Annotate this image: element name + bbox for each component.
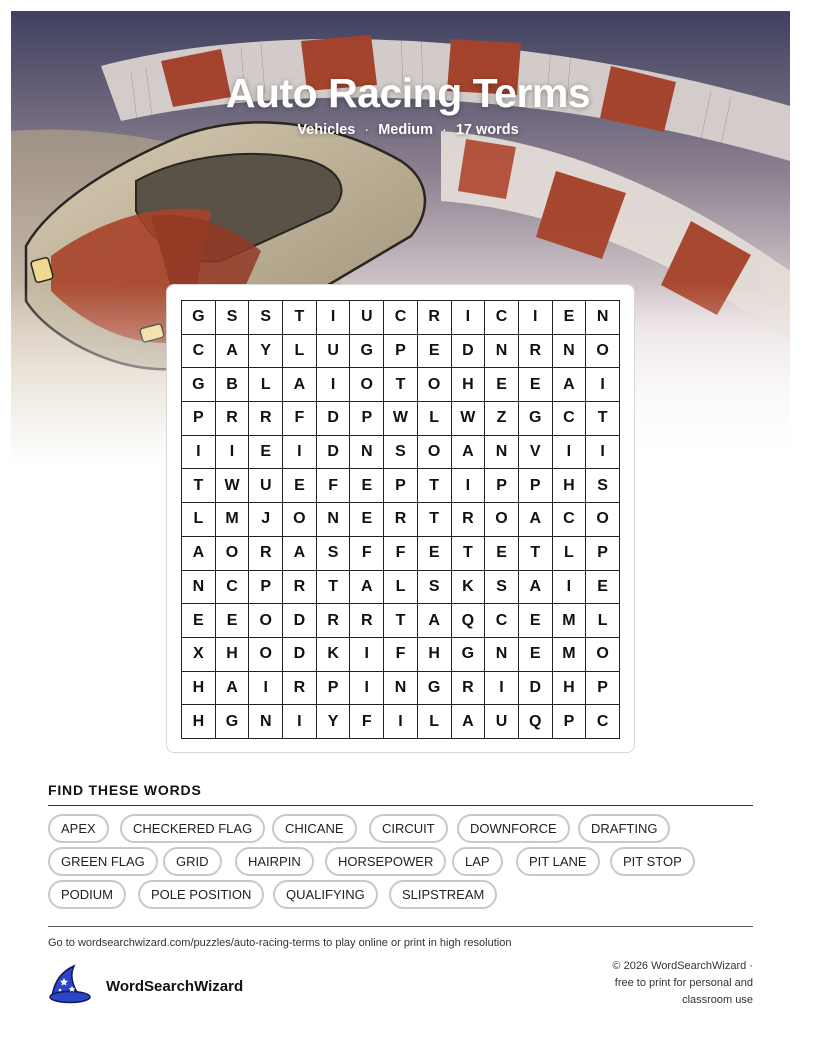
grid-cell: E [485, 537, 519, 571]
grid-cell: O [418, 368, 452, 402]
grid-cell: Q [452, 604, 486, 638]
grid-cell: O [586, 638, 620, 672]
grid-cell: P [317, 672, 351, 706]
grid-cell: K [452, 571, 486, 605]
grid-cell: I [384, 705, 418, 739]
grid-cell: L [418, 402, 452, 436]
grid-cell: P [586, 672, 620, 706]
grid-cell: T [418, 469, 452, 503]
grid-cell: E [350, 469, 384, 503]
difficulty-label: Medium [378, 122, 433, 138]
grid-cell: N [249, 705, 283, 739]
grid-cell: I [452, 469, 486, 503]
divider [48, 926, 753, 927]
grid-cell: R [317, 604, 351, 638]
grid-cell: P [182, 402, 216, 436]
grid-cell: D [452, 335, 486, 369]
grid-cell: P [249, 571, 283, 605]
puzzle-subtitle [0, 122, 816, 138]
grid-cell: R [384, 503, 418, 537]
grid-cell: S [249, 301, 283, 335]
word-chip: CHECKERED FLAG [120, 814, 265, 843]
grid-cell: R [249, 402, 283, 436]
brand[interactable] [48, 964, 243, 1009]
grid-cell: Y [317, 705, 351, 739]
word-chip: HAIRPIN [235, 847, 314, 876]
grid-cell: R [452, 672, 486, 706]
grid-cell: I [216, 436, 250, 470]
separator-dot: · [364, 122, 370, 138]
letter-grid [181, 300, 620, 739]
divider [48, 805, 753, 806]
grid-cell: T [384, 368, 418, 402]
word-chip: LAP [452, 847, 503, 876]
grid-cell: A [182, 537, 216, 571]
grid-cell: C [485, 604, 519, 638]
copyright-line: free to print for personal and [614, 977, 753, 989]
grid-cell: E [519, 604, 553, 638]
category-label: Vehicles [297, 122, 356, 138]
grid-cell: N [485, 335, 519, 369]
word-chip: CHICANE [272, 814, 357, 843]
grid-cell: D [283, 604, 317, 638]
grid-cell: E [182, 604, 216, 638]
grid-cell: E [418, 537, 452, 571]
grid-cell: L [418, 705, 452, 739]
grid-cell: P [350, 402, 384, 436]
grid-cell: A [283, 368, 317, 402]
grid-cell: H [418, 638, 452, 672]
word-chip: POLE POSITION [138, 880, 264, 909]
grid-cell: S [485, 571, 519, 605]
play-online-link[interactable]: Go to wordsearchwizard.com/puzzles/auto-racing-terms to play online or print in high resolution [48, 937, 512, 949]
grid-cell: G [350, 335, 384, 369]
brand-name: WordSearchWizard [106, 978, 244, 995]
grid-cell: P [553, 705, 587, 739]
grid-cell: D [317, 402, 351, 436]
grid-cell: R [519, 335, 553, 369]
word-chip: CIRCUIT [369, 814, 448, 843]
grid-cell: D [317, 436, 351, 470]
grid-cell: W [216, 469, 250, 503]
grid-cell: N [182, 571, 216, 605]
grid-cell: A [452, 436, 486, 470]
grid-cell: R [452, 503, 486, 537]
grid-cell: R [283, 571, 317, 605]
grid-cell: I [182, 436, 216, 470]
grid-cell: N [350, 436, 384, 470]
grid-cell: A [519, 503, 553, 537]
grid-cell: L [553, 537, 587, 571]
grid-cell: S [586, 469, 620, 503]
grid-cell: T [452, 537, 486, 571]
grid-cell: C [216, 571, 250, 605]
word-chip: DOWNFORCE [457, 814, 570, 843]
grid-cell: H [182, 672, 216, 706]
grid-cell: S [216, 301, 250, 335]
grid-cell: U [249, 469, 283, 503]
grid-cell: C [384, 301, 418, 335]
grid-cell: E [586, 571, 620, 605]
grid-cell: I [283, 436, 317, 470]
grid-cell: R [216, 402, 250, 436]
grid-cell: O [283, 503, 317, 537]
word-chip: HORSEPOWER [325, 847, 446, 876]
grid-cell: M [553, 638, 587, 672]
grid-cell: O [216, 537, 250, 571]
grid-cell: A [216, 672, 250, 706]
grid-cell: I [485, 672, 519, 706]
word-chip: SLIPSTREAM [389, 880, 497, 909]
grid-cell: H [553, 469, 587, 503]
copyright [583, 958, 753, 1009]
grid-cell: A [350, 571, 384, 605]
grid-cell: W [384, 402, 418, 436]
grid-cell: T [283, 301, 317, 335]
grid-cell: O [249, 604, 283, 638]
puzzle-title: Auto Racing Terms [225, 70, 591, 116]
separator-dot: · [441, 122, 447, 138]
grid-cell: I [283, 705, 317, 739]
grid-cell: O [586, 503, 620, 537]
grid-cell: H [452, 368, 486, 402]
grid-cell: F [350, 537, 384, 571]
grid-cell: A [553, 368, 587, 402]
grid-cell: G [216, 705, 250, 739]
grid-cell: I [519, 301, 553, 335]
grid-cell: Y [249, 335, 283, 369]
grid-cell: F [317, 469, 351, 503]
grid-cell: S [317, 537, 351, 571]
grid-cell: A [216, 335, 250, 369]
grid-cell: D [519, 672, 553, 706]
grid-cell: U [317, 335, 351, 369]
grid-cell: A [452, 705, 486, 739]
grid-cell: E [519, 368, 553, 402]
word-chip: PIT LANE [516, 847, 600, 876]
grid-cell: T [384, 604, 418, 638]
puzzle-grid-card [166, 284, 635, 753]
grid-cell: L [249, 368, 283, 402]
grid-cell: D [283, 638, 317, 672]
grid-cell: H [182, 705, 216, 739]
grid-cell: V [519, 436, 553, 470]
grid-cell: O [485, 503, 519, 537]
grid-cell: E [519, 638, 553, 672]
grid-cell: I [317, 368, 351, 402]
grid-cell: C [553, 503, 587, 537]
grid-cell: P [384, 469, 418, 503]
grid-cell: F [384, 537, 418, 571]
wizard-hat-icon [48, 964, 92, 1009]
word-count-label: 17 words [455, 122, 519, 138]
grid-cell: A [519, 571, 553, 605]
grid-cell: G [182, 368, 216, 402]
grid-cell: I [586, 368, 620, 402]
grid-cell: R [283, 672, 317, 706]
grid-cell: G [418, 672, 452, 706]
grid-cell: H [216, 638, 250, 672]
grid-cell: T [317, 571, 351, 605]
grid-cell: I [317, 301, 351, 335]
grid-cell: H [553, 672, 587, 706]
grid-cell: L [283, 335, 317, 369]
copyright-line: classroom use [682, 994, 753, 1006]
grid-cell: E [418, 335, 452, 369]
grid-cell: U [350, 301, 384, 335]
grid-cell: I [350, 638, 384, 672]
grid-cell: G [452, 638, 486, 672]
grid-cell: O [418, 436, 452, 470]
word-chip: PODIUM [48, 880, 126, 909]
grid-cell: M [553, 604, 587, 638]
grid-cell: P [485, 469, 519, 503]
copyright-line: © 2026 WordSearchWizard · [612, 960, 753, 972]
grid-cell: N [553, 335, 587, 369]
word-chip: PIT STOP [610, 847, 695, 876]
grid-cell: O [350, 368, 384, 402]
grid-cell: M [216, 503, 250, 537]
grid-cell: S [418, 571, 452, 605]
grid-cell: G [182, 301, 216, 335]
word-chip: GREEN FLAG [48, 847, 158, 876]
grid-cell: P [519, 469, 553, 503]
word-chip: APEX [48, 814, 109, 843]
grid-cell: F [350, 705, 384, 739]
grid-cell: B [216, 368, 250, 402]
grid-cell: G [519, 402, 553, 436]
grid-cell: I [350, 672, 384, 706]
grid-cell: F [384, 638, 418, 672]
grid-cell: I [249, 672, 283, 706]
grid-cell: T [519, 537, 553, 571]
grid-cell: R [249, 537, 283, 571]
grid-cell: P [384, 335, 418, 369]
grid-cell: A [283, 537, 317, 571]
grid-cell: O [586, 335, 620, 369]
grid-cell: C [485, 301, 519, 335]
grid-cell: R [418, 301, 452, 335]
grid-cell: F [283, 402, 317, 436]
grid-cell: A [418, 604, 452, 638]
word-chip: DRAFTING [578, 814, 670, 843]
grid-cell: L [384, 571, 418, 605]
grid-cell: Z [485, 402, 519, 436]
grid-cell: O [249, 638, 283, 672]
grid-cell: T [418, 503, 452, 537]
word-chip: GRID [163, 847, 222, 876]
grid-cell: I [553, 571, 587, 605]
grid-cell: L [586, 604, 620, 638]
grid-cell: N [586, 301, 620, 335]
grid-cell: E [553, 301, 587, 335]
grid-cell: C [586, 705, 620, 739]
grid-cell: W [452, 402, 486, 436]
word-chip: QUALIFYING [273, 880, 378, 909]
grid-cell: E [249, 436, 283, 470]
grid-cell: E [485, 368, 519, 402]
grid-cell: N [317, 503, 351, 537]
grid-cell: U [485, 705, 519, 739]
grid-cell: E [350, 503, 384, 537]
grid-cell: N [485, 436, 519, 470]
grid-cell: L [182, 503, 216, 537]
grid-cell: C [182, 335, 216, 369]
grid-cell: P [586, 537, 620, 571]
grid-cell: N [384, 672, 418, 706]
grid-cell: S [384, 436, 418, 470]
grid-cell: X [182, 638, 216, 672]
grid-cell: E [216, 604, 250, 638]
grid-cell: R [350, 604, 384, 638]
grid-cell: K [317, 638, 351, 672]
grid-cell: T [182, 469, 216, 503]
grid-cell: N [485, 638, 519, 672]
grid-cell: J [249, 503, 283, 537]
grid-cell: I [586, 436, 620, 470]
grid-cell: T [586, 402, 620, 436]
grid-cell: E [283, 469, 317, 503]
grid-cell: Q [519, 705, 553, 739]
grid-cell: I [452, 301, 486, 335]
grid-cell: I [553, 436, 587, 470]
grid-cell: C [553, 402, 587, 436]
word-list-heading: FIND THESE WORDS [48, 782, 202, 798]
